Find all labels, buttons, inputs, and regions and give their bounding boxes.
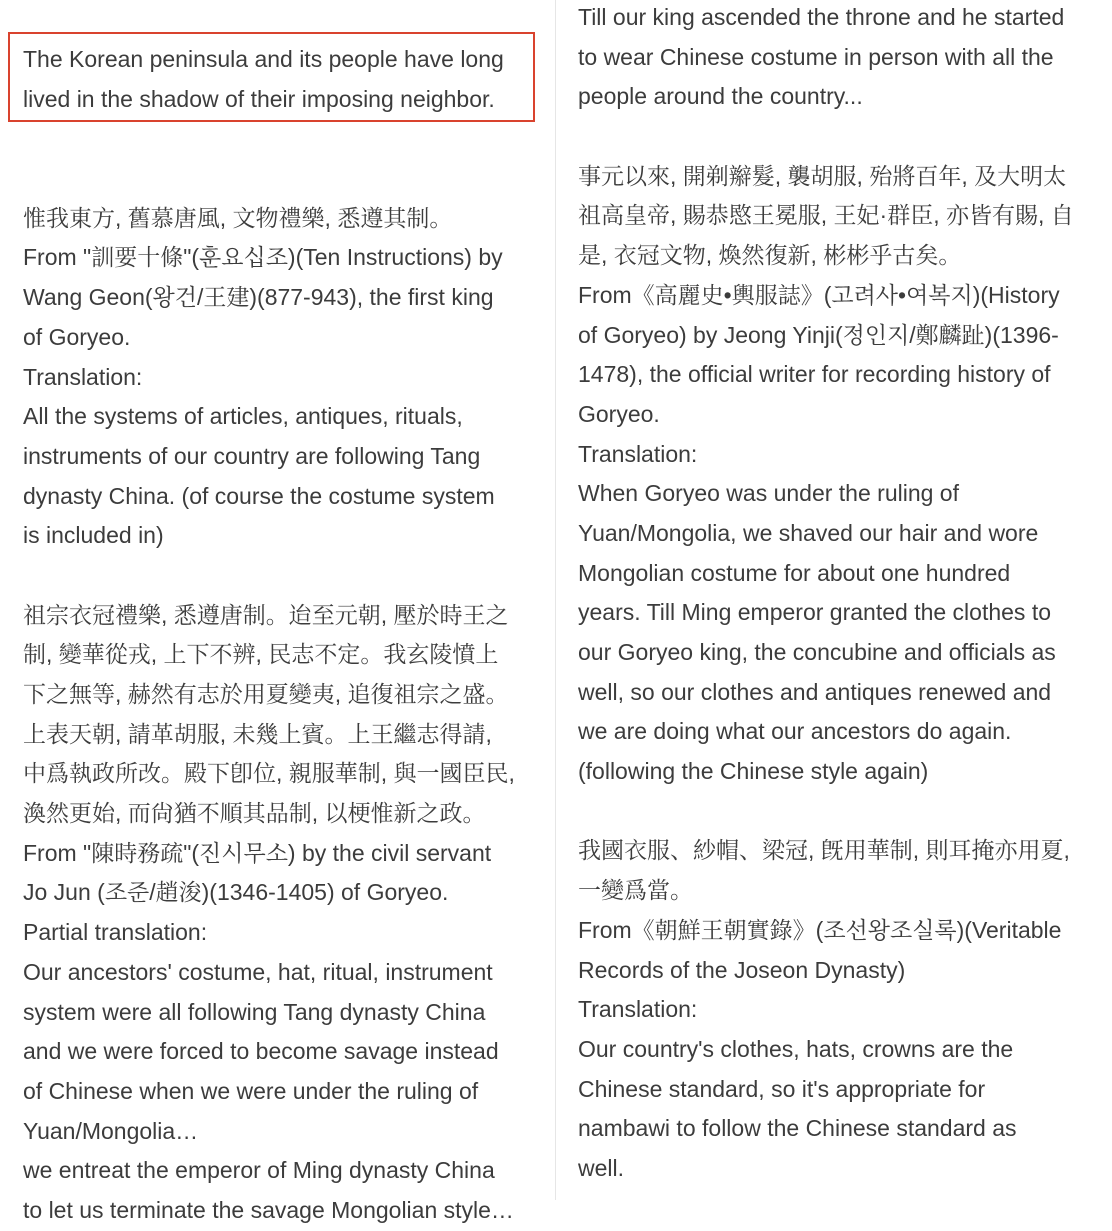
text-line: Our ancestors' costume, hat, ritual, instrument [23,958,493,985]
text-line: of Goryeo) by Jeong Yinji(정인지/鄭麟趾)(1396- [578,321,1059,348]
text-line: Mongolian costume for about one hundred [578,559,1011,586]
text-line: to wear Chinese costume in person with all the [578,43,1054,70]
text-line: 渙然更始, 而尙猶不順其品制, 以梗惟新之政。 [23,800,486,827]
column-divider [555,0,556,1200]
text-line: nambawi to follow the Chinese standard as [578,1115,1017,1142]
text-line: 一變爲當。 [578,877,693,904]
text-line: All the systems of articles, antiques, rituals, [23,403,463,430]
text-line: Yuan/Mongolia… [23,1117,199,1144]
text-line: Jo Jun (조준/趙浚)(1346-1405) of Goryeo. [23,879,449,906]
text-line: we entreat the emperor of Ming dynasty China [23,1157,495,1184]
text-line: From《高麗史•輿服誌》(고려사•여복지)(History [578,281,1060,308]
text-line: From《朝鮮王朝實錄》(조선왕조실록)(Veritable [578,916,1062,943]
text-line: The Korean peninsula and its people have long [23,46,504,72]
text-line: 我國衣服、紗帽、梁冠, 旣用華制, 則耳掩亦用夏, [578,837,1070,864]
paragraph-gap [578,792,1098,832]
text-line: Translation: [578,996,698,1023]
text-line: When Goryeo was under the ruling of [578,480,959,507]
text-line: people around the country... [578,83,863,110]
text-line: 下之無等, 赫然有志於用夏變夷, 追復祖宗之盛。 [23,681,509,707]
text-line: Partial translation: [23,919,208,946]
text-line: Records of the Joseon Dynasty) [578,956,906,983]
text-line: is included in) [23,522,164,549]
text-line: to let us terminate the savage Mongolian style… [23,1196,514,1223]
paragraph-gap [23,159,538,199]
text-line: well, so our clothes and antiques renewed and [578,678,1052,705]
text-line: and we were forced to become savage instead [23,1038,499,1065]
text-line: our Goryeo king, the concubine and officials as [578,639,1056,665]
text-line: years. Till Ming emperor granted the clothes to [578,599,1052,626]
text-line: Our country's clothes, hats, crowns are the [578,1035,1014,1062]
text-line: Translation: [578,440,698,467]
text-line: 1478), the official writer for recording history of [578,361,1051,388]
text-line: 是, 衣冠文物, 煥然復新, 彬彬乎古矣。 [578,242,962,269]
text-line: 中爲執政所改。殿下卽位, 親服華制, 與一國臣民, [23,760,515,787]
paragraph-gap [23,556,538,596]
text-line: lived in the shadow of their imposing neighbor. [23,85,495,112]
right-column [578,0,1098,1189]
text-line: (following the Chinese style again) [578,758,929,785]
text-line: Translation: [23,363,143,390]
text-line: Goryeo. [578,400,660,427]
text-line: From "訓要十條"(훈요십조)(Ten Instructions) by [23,244,503,271]
text-line: instruments of our country are following Tang [23,442,481,469]
text-line: system were all following Tang dynasty China [23,998,486,1025]
text-line: we are doing what our ancestors do again. [578,718,1012,745]
text-line: 上表天朝, 請革胡服, 未幾上賓。上王繼志得請, [23,720,492,747]
text-line: Wang Geon(왕건/王建)(877-943), the first king [23,284,494,311]
text-line: Chinese standard, so it's appropriate for [578,1075,986,1102]
paragraph-gap [578,117,1098,157]
text-line: From "陳時務疏"(진시무소) by the civil servant [23,839,492,866]
text-line: 制, 變華從戎, 上下不辨, 民志不定。我玄陵憤上 [23,641,499,668]
text-line: Till our king ascended the throne and he started [578,4,1065,30]
text-line: of Goryeo. [23,323,131,350]
text-line: of Chinese when we were under the ruling of [23,1077,479,1104]
paragraph-gap [23,119,538,159]
text-line: 祖高皇帝, 賜恭愍王冕服, 王妃·群臣, 亦皆有賜, 自 [578,202,1074,229]
text-line: 事元以來, 開剃辮髮, 襲胡服, 殆將百年, 及大明太 [578,162,1067,189]
text-line: Yuan/Mongolia, we shaved our hair and wore [578,519,1039,546]
text-line: 惟我東方, 舊慕唐風, 文物禮樂, 悉遵其制。 [23,204,453,231]
text-line: 祖宗衣冠禮樂, 悉遵唐制。迨至元朝, 壓於時王之 [23,601,509,628]
text-line: well. [578,1154,625,1181]
text-line: dynasty China. (of course the costume system [23,482,495,509]
left-column [23,40,538,1231]
